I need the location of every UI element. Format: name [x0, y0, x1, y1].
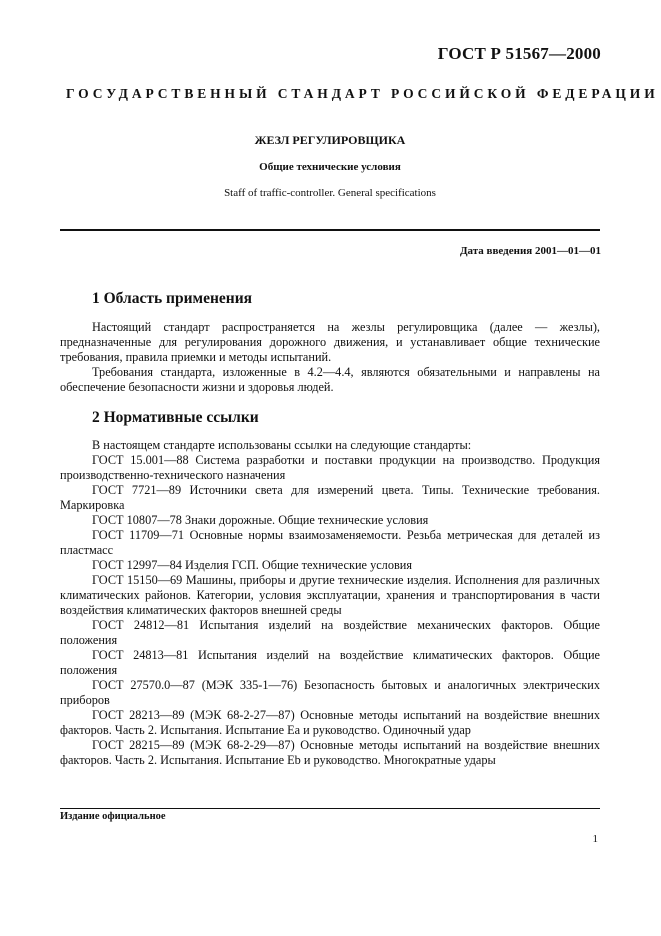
document-subtitle: Общие технические условия: [259, 161, 401, 173]
reference-item: ГОСТ 28213—89 (МЭК 68-2-27—87) Основные методы испытаний на воздействие внешних факторов. Часть 2. Испытания. Испытание Еа и руководство. Одиночный удар: [60, 708, 600, 737]
reference-item: ГОСТ 27570.0—87 (МЭК 335-1—76) Безопасность бытовых и аналогичных электрических приборов: [60, 678, 600, 707]
paragraph: В настоящем стандарте использованы ссылки на следующие стандарты:: [92, 438, 472, 452]
reference-item: ГОСТ 15150—69 Машины, приборы и другие технические изделия. Исполнения для различных климатических районов. Категории, условия эксплуатации, хранения и транспортирования в части воздействия климатических факторов внешней среды: [60, 573, 600, 617]
english-title: Staff of traffic-controller. General specifications: [224, 187, 436, 199]
edition-label: Издание официальное: [60, 811, 166, 822]
paragraph: Настоящий стандарт распространяется на жезлы регулировщика (далее — жезлы), предназначенные для регулирования дорожного движения, и устанавливает общие технические требования, правила приемки и методы испытаний.: [60, 320, 600, 364]
paragraph: Требования стандарта, изложенные в 4.2—4.4, являются обязательными и направлены на обеспечение безопасности жизни и здоровья людей.: [60, 365, 600, 394]
reference-item: ГОСТ 12997—84 Изделия ГСП. Общие технические условия: [92, 558, 413, 572]
standard-title: ГОСУДАРСТВЕННЫЙ СТАНДАРТ РОССИЙСКОЙ ФЕДЕРАЦИИ: [66, 86, 659, 101]
reference-item: ГОСТ 10807—78 Знаки дорожные. Общие технические условия: [92, 513, 429, 527]
document-number: ГОСТ Р 51567—2000: [437, 44, 601, 63]
introduction-date: Дата введения 2001—01—01: [459, 245, 601, 257]
reference-item: ГОСТ 15.001—88 Система разработки и поставки продукции на производство. Продукция производственно-технического назначения: [60, 453, 600, 482]
reference-item: ГОСТ 7721—89 Источники света для измерений цвета. Типы. Технические требования. Маркировка: [60, 483, 600, 512]
section-heading-references: 2 Нормативные ссылки: [92, 409, 259, 426]
page-number: 1: [592, 833, 598, 845]
footer-divider: [60, 808, 600, 809]
reference-item: ГОСТ 24812—81 Испытания изделий на воздействие механических факторов. Общие положения: [60, 618, 600, 647]
section-body-references: [60, 438, 600, 768]
title-divider: [60, 229, 600, 231]
document-title: ЖЕЗЛ РЕГУЛИРОВЩИКА: [254, 133, 406, 147]
reference-item: ГОСТ 28215—89 (МЭК 68-2-29—87) Основные методы испытаний на воздействие внешних факторов. Часть 2. Испытания. Испытание Eb и руководство. Многократные удары: [60, 738, 600, 767]
reference-item: ГОСТ 24813—81 Испытания изделий на воздействие климатических факторов. Общие положения: [60, 648, 600, 677]
section-heading-scope: 1 Область применения: [92, 290, 253, 307]
reference-item: ГОСТ 11709—71 Основные нормы взаимозаменяемости. Резьба метрическая для деталей из пластмасс: [60, 528, 600, 557]
section-body-scope: [60, 320, 600, 395]
